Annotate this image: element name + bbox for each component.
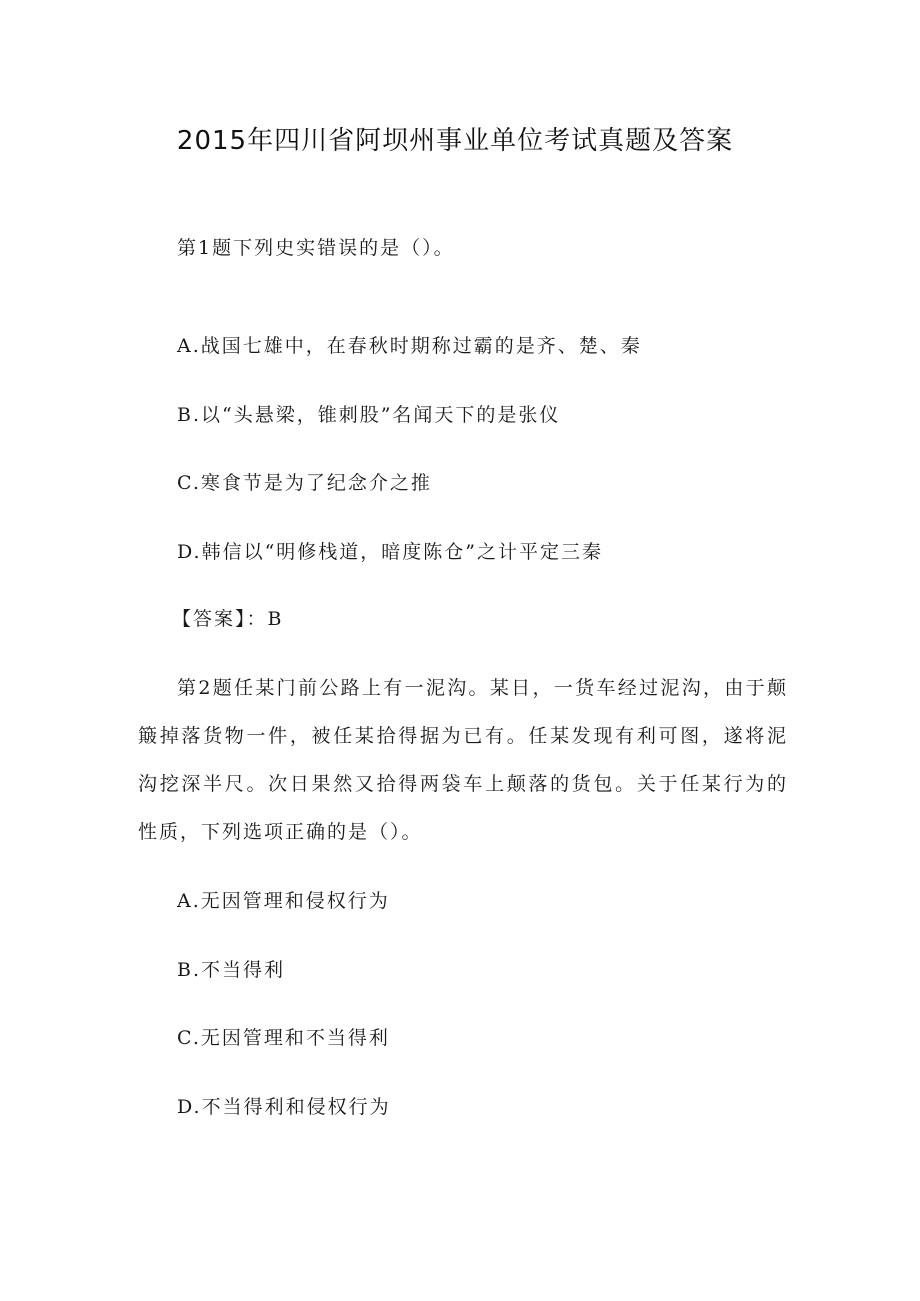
- question-2-option-a: A.无因管理和侵权行为: [177, 890, 390, 912]
- question-2-option-b: B.不当得利: [177, 959, 286, 981]
- question-1-option-b: B.以“头悬梁，锥刺股”名闻天下的是张仪: [177, 404, 561, 426]
- question-1-option-d: D.韩信以“明修栈道，暗度陈仓”之计平定三秦: [177, 541, 604, 563]
- question-2-stem: 第2题任某门前公路上有一泥沟。某日，一货车经过泥沟，由于颠簸掉落货物一件，被任某拾得据为已有。任某发现有利可图，遂将泥沟挖深半尺。次日果然又拾得两袋车上颠落的货包。关于任某行为的性质，下列选项正确的是（）。: [138, 677, 788, 843]
- question-1-stem: 第1题下列史实错误的是（）。: [177, 237, 455, 259]
- question-1-answer: 【答案】：B: [172, 608, 284, 630]
- question-2-option-c: C.无因管理和不当得利: [177, 1027, 390, 1049]
- question-1-option-a: A.战国七雄中，在春秋时期称过霸的是齐、楚、秦: [177, 335, 642, 357]
- question-2-option-d: D.不当得利和侵权行为: [177, 1096, 391, 1118]
- question-1-option-c: C.寒食节是为了纪念介之推: [177, 472, 432, 494]
- document-title: 2015年四川省阿坝州事业单位考试真题及答案: [176, 126, 734, 156]
